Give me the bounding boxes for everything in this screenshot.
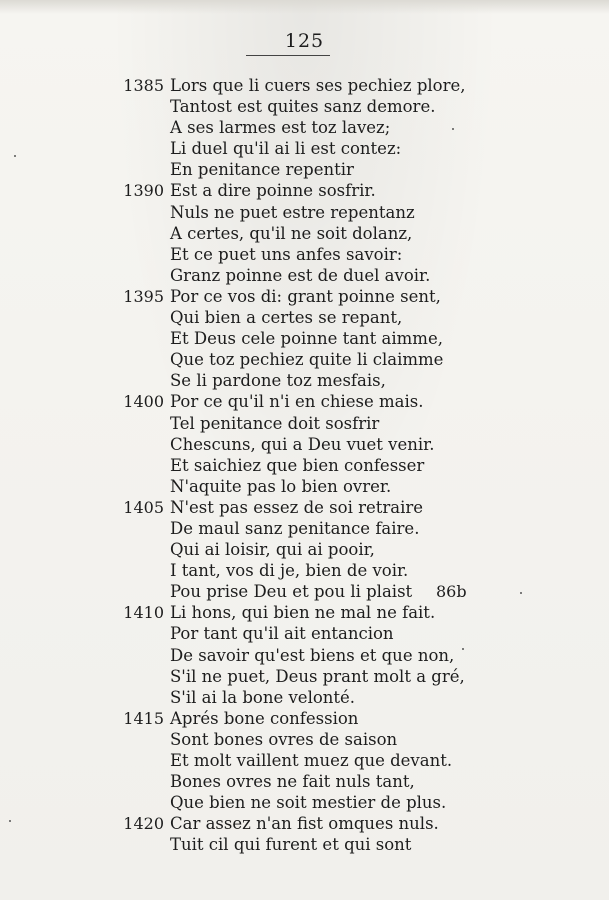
print-speck: [462, 648, 464, 650]
verse-text: Bones ovres ne fait nuls tant,: [170, 772, 415, 792]
verse-line: [0, 560, 609, 581]
verse-text: Car assez n'an fist omques nuls.: [170, 814, 439, 834]
verse-text: Se li pardone toz mesfais,: [170, 371, 386, 391]
verse-line: [0, 813, 609, 834]
verse-text: Sont bones ovres de saison: [170, 729, 398, 749]
verse-line: [0, 455, 609, 476]
verse-text: Qui ai loisir, qui ai pooir,: [170, 540, 375, 560]
verse-line: [0, 223, 609, 244]
verse-line: [0, 202, 609, 223]
line-number: 1395: [123, 286, 164, 306]
verse-text: De maul sanz penitance faire.: [170, 518, 420, 538]
verse-text: N'aquite pas lo bien ovrer.: [170, 476, 392, 496]
verse-text: A ses larmes est toz lavez;: [170, 118, 391, 138]
verse-text: Li duel qu'il ai li est contez:: [170, 139, 402, 159]
verse-line: [0, 391, 609, 412]
page-top-shadow: [0, 0, 609, 14]
print-speck: [14, 155, 16, 157]
print-speck: [452, 128, 454, 130]
verse-line: [0, 349, 609, 370]
verse-text: En penitance repentir: [170, 160, 354, 180]
verse-text: Nuls ne puet estre repentanz: [170, 202, 415, 222]
verse-line: [0, 687, 609, 708]
print-speck: [9, 820, 11, 822]
verse-text: Por tant qu'il ait entancion: [170, 624, 394, 644]
verse-line: [0, 96, 609, 117]
folio-margin-note: 86b: [436, 582, 467, 602]
verse-text: Aprés bone confession: [170, 708, 359, 728]
line-number: 1385: [123, 76, 164, 95]
verse-text: Tuit cil qui furent et qui sont: [170, 835, 412, 855]
verse-text: Pou prise Deu et pou li plaist: [170, 582, 413, 602]
verse-line: [0, 729, 609, 750]
line-number: 1390: [123, 181, 164, 201]
verse-text: Et molt vaillent muez que devant.: [170, 751, 453, 770]
verse-line: [0, 623, 609, 644]
verse-line: [0, 518, 609, 539]
line-number: 1405: [123, 497, 164, 517]
verse-line: [0, 413, 609, 434]
verse-line: [0, 180, 609, 201]
verse-text: I tant, vos di je, bien de voir.: [170, 561, 409, 581]
verse-text: A certes, qu'il ne soit dolanz,: [170, 223, 413, 243]
verse-line: [0, 138, 609, 159]
verse-line: [0, 117, 609, 138]
verse-text: Por ce qu'il n'i en chiese mais.: [170, 392, 424, 412]
verse-line: [0, 771, 609, 792]
verse-line: [0, 834, 609, 855]
verse-text: Que bien ne soit mestier de plus.: [170, 793, 447, 813]
verse-text: Est a dire poinne sosfrir.: [170, 181, 376, 201]
verse-line: [0, 434, 609, 455]
verse-text: De savoir qu'est biens et que non,: [170, 645, 455, 665]
verse-text: S'il ne puet, Deus prant molt a gré,: [170, 666, 465, 686]
verse-line: [0, 328, 609, 349]
verse-line: [0, 792, 609, 813]
line-number: 1400: [123, 392, 164, 412]
line-number: 1410: [123, 603, 164, 623]
verse-text: Lors que li cuers ses pechiez plore,: [170, 76, 466, 95]
page-number-rule: [246, 55, 330, 56]
verse-text: S'il ai la bone velonté.: [170, 687, 356, 707]
verse-line: [0, 307, 609, 328]
verse-line: [0, 581, 609, 602]
verse-line: [0, 75, 609, 96]
verse-block: [0, 75, 609, 855]
verse-line: [0, 159, 609, 180]
verse-line: [0, 286, 609, 307]
verse-line: [0, 602, 609, 623]
verse-text: Et ce puet uns anfes savoir:: [170, 244, 403, 264]
line-number: 1415: [123, 708, 164, 728]
verse-text: Chescuns, qui a Deu vuet venir.: [170, 434, 435, 454]
verse-line: [0, 666, 609, 687]
line-number: 1420: [123, 814, 164, 834]
verse-line: [0, 497, 609, 518]
verse-text: Et Deus cele poinne tant aimme,: [170, 329, 443, 349]
verse-text: Et saichiez que bien confesser: [170, 455, 425, 475]
verse-line: [0, 539, 609, 560]
verse-line: [0, 265, 609, 286]
verse-text: Que toz pechiez quite li claimme: [170, 350, 444, 370]
verse-line: [0, 750, 609, 771]
verse-line: [0, 370, 609, 391]
verse-line: [0, 476, 609, 497]
verse-text: N'est pas essez de soi retraire: [170, 497, 424, 517]
verse-line: [0, 708, 609, 729]
verse-line: [0, 645, 609, 666]
verse-line: [0, 244, 609, 265]
page-number: 125: [284, 30, 325, 52]
verse-text: Granz poinne est de duel avoir.: [170, 265, 431, 285]
verse-text: Por ce vos di: grant poinne sent,: [170, 286, 441, 306]
print-speck: [520, 592, 522, 594]
verse-text: Tel penitance doit sosfrir: [170, 413, 380, 433]
verse-text: Tantost est quites sanz demore.: [170, 97, 436, 117]
verse-text: Li hons, qui bien ne mal ne fait.: [170, 603, 436, 623]
verse-text: Qui bien a certes se repant,: [170, 308, 403, 328]
